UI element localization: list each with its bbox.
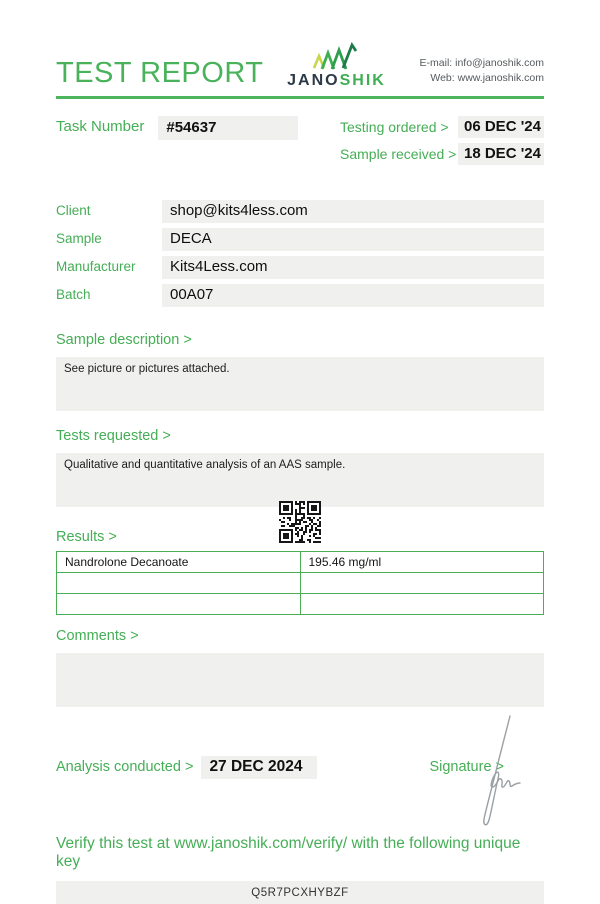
brand-name-shik: SHIK xyxy=(339,72,386,90)
testing-ordered-value: 06 DEC '24 xyxy=(458,116,544,138)
batch-value: 00A07 xyxy=(162,284,544,307)
analysis-date-value: 27 DEC 2024 xyxy=(201,756,317,779)
testing-ordered-label: Testing ordered > xyxy=(340,119,449,135)
page-title: TEST REPORT xyxy=(56,57,264,89)
result-value-cell: 195.46 mg/ml xyxy=(300,552,544,573)
sample-received-label: Sample received > xyxy=(340,146,457,162)
contact-info xyxy=(420,56,544,92)
table-row xyxy=(57,573,544,594)
sample-description-text: See picture or pictures attached. xyxy=(56,357,544,411)
detail-row-client xyxy=(56,200,544,223)
manufacturer-value: Kits4Less.com xyxy=(162,256,544,279)
sample-value: DECA xyxy=(162,228,544,251)
sample-description-section xyxy=(56,332,544,411)
result-analyte-cell xyxy=(57,594,301,615)
verify-section xyxy=(56,835,544,904)
result-analyte-cell: Nandrolone Decanoate xyxy=(57,552,301,573)
verify-message: Verify this test at www.janoshik.com/verify/ with the following unique key xyxy=(56,835,521,870)
result-value-cell xyxy=(300,573,544,594)
header-divider xyxy=(56,96,544,99)
task-number-label: Task Number xyxy=(56,118,145,135)
detail-fields xyxy=(56,200,544,307)
contact-web: Web: www.janoshik.com xyxy=(430,72,544,84)
results-title: Results > xyxy=(56,529,117,545)
comments-section xyxy=(56,628,544,707)
result-value-cell xyxy=(300,594,544,615)
report-header xyxy=(56,36,544,92)
sample-received-value: 18 DEC '24 xyxy=(458,143,544,165)
tests-requested-section xyxy=(56,428,544,507)
task-row xyxy=(56,116,544,170)
result-analyte-cell xyxy=(57,573,301,594)
detail-row-manufacturer xyxy=(56,256,544,279)
client-value: shop@kits4less.com xyxy=(162,200,544,223)
comments-title: Comments > xyxy=(56,628,139,644)
results-header xyxy=(56,507,544,551)
signature-label: Signature > xyxy=(429,759,505,775)
qr-code-icon xyxy=(279,501,321,543)
sample-label: Sample xyxy=(56,231,102,246)
brand-name-jano: JANO xyxy=(287,72,340,90)
manufacturer-label: Manufacturer xyxy=(56,259,136,274)
analysis-conducted-label: Analysis conducted > xyxy=(56,759,194,775)
client-label: Client xyxy=(56,203,91,218)
contact-email: E-mail: info@janoshik.com xyxy=(419,57,544,69)
detail-row-batch xyxy=(56,284,544,307)
table-row xyxy=(57,594,544,615)
conclusion-row xyxy=(56,755,544,779)
brand-name xyxy=(287,72,386,90)
task-number-value: #54637 xyxy=(158,116,298,140)
results-table xyxy=(56,551,544,615)
detail-row-sample xyxy=(56,228,544,251)
tests-requested-title: Tests requested > xyxy=(56,428,171,444)
batch-label: Batch xyxy=(56,287,91,302)
janoshik-logo xyxy=(287,42,386,92)
sample-description-title: Sample description > xyxy=(56,332,192,348)
table-row xyxy=(57,552,544,573)
verify-key-value: Q5R7PCXHYBZF xyxy=(56,881,544,904)
comments-text xyxy=(56,653,544,707)
signature-scribble-icon xyxy=(464,713,522,831)
tests-requested-text: Qualitative and quantitative analysis of an AAS sample. xyxy=(56,453,544,507)
growth-chart-icon xyxy=(310,42,364,72)
